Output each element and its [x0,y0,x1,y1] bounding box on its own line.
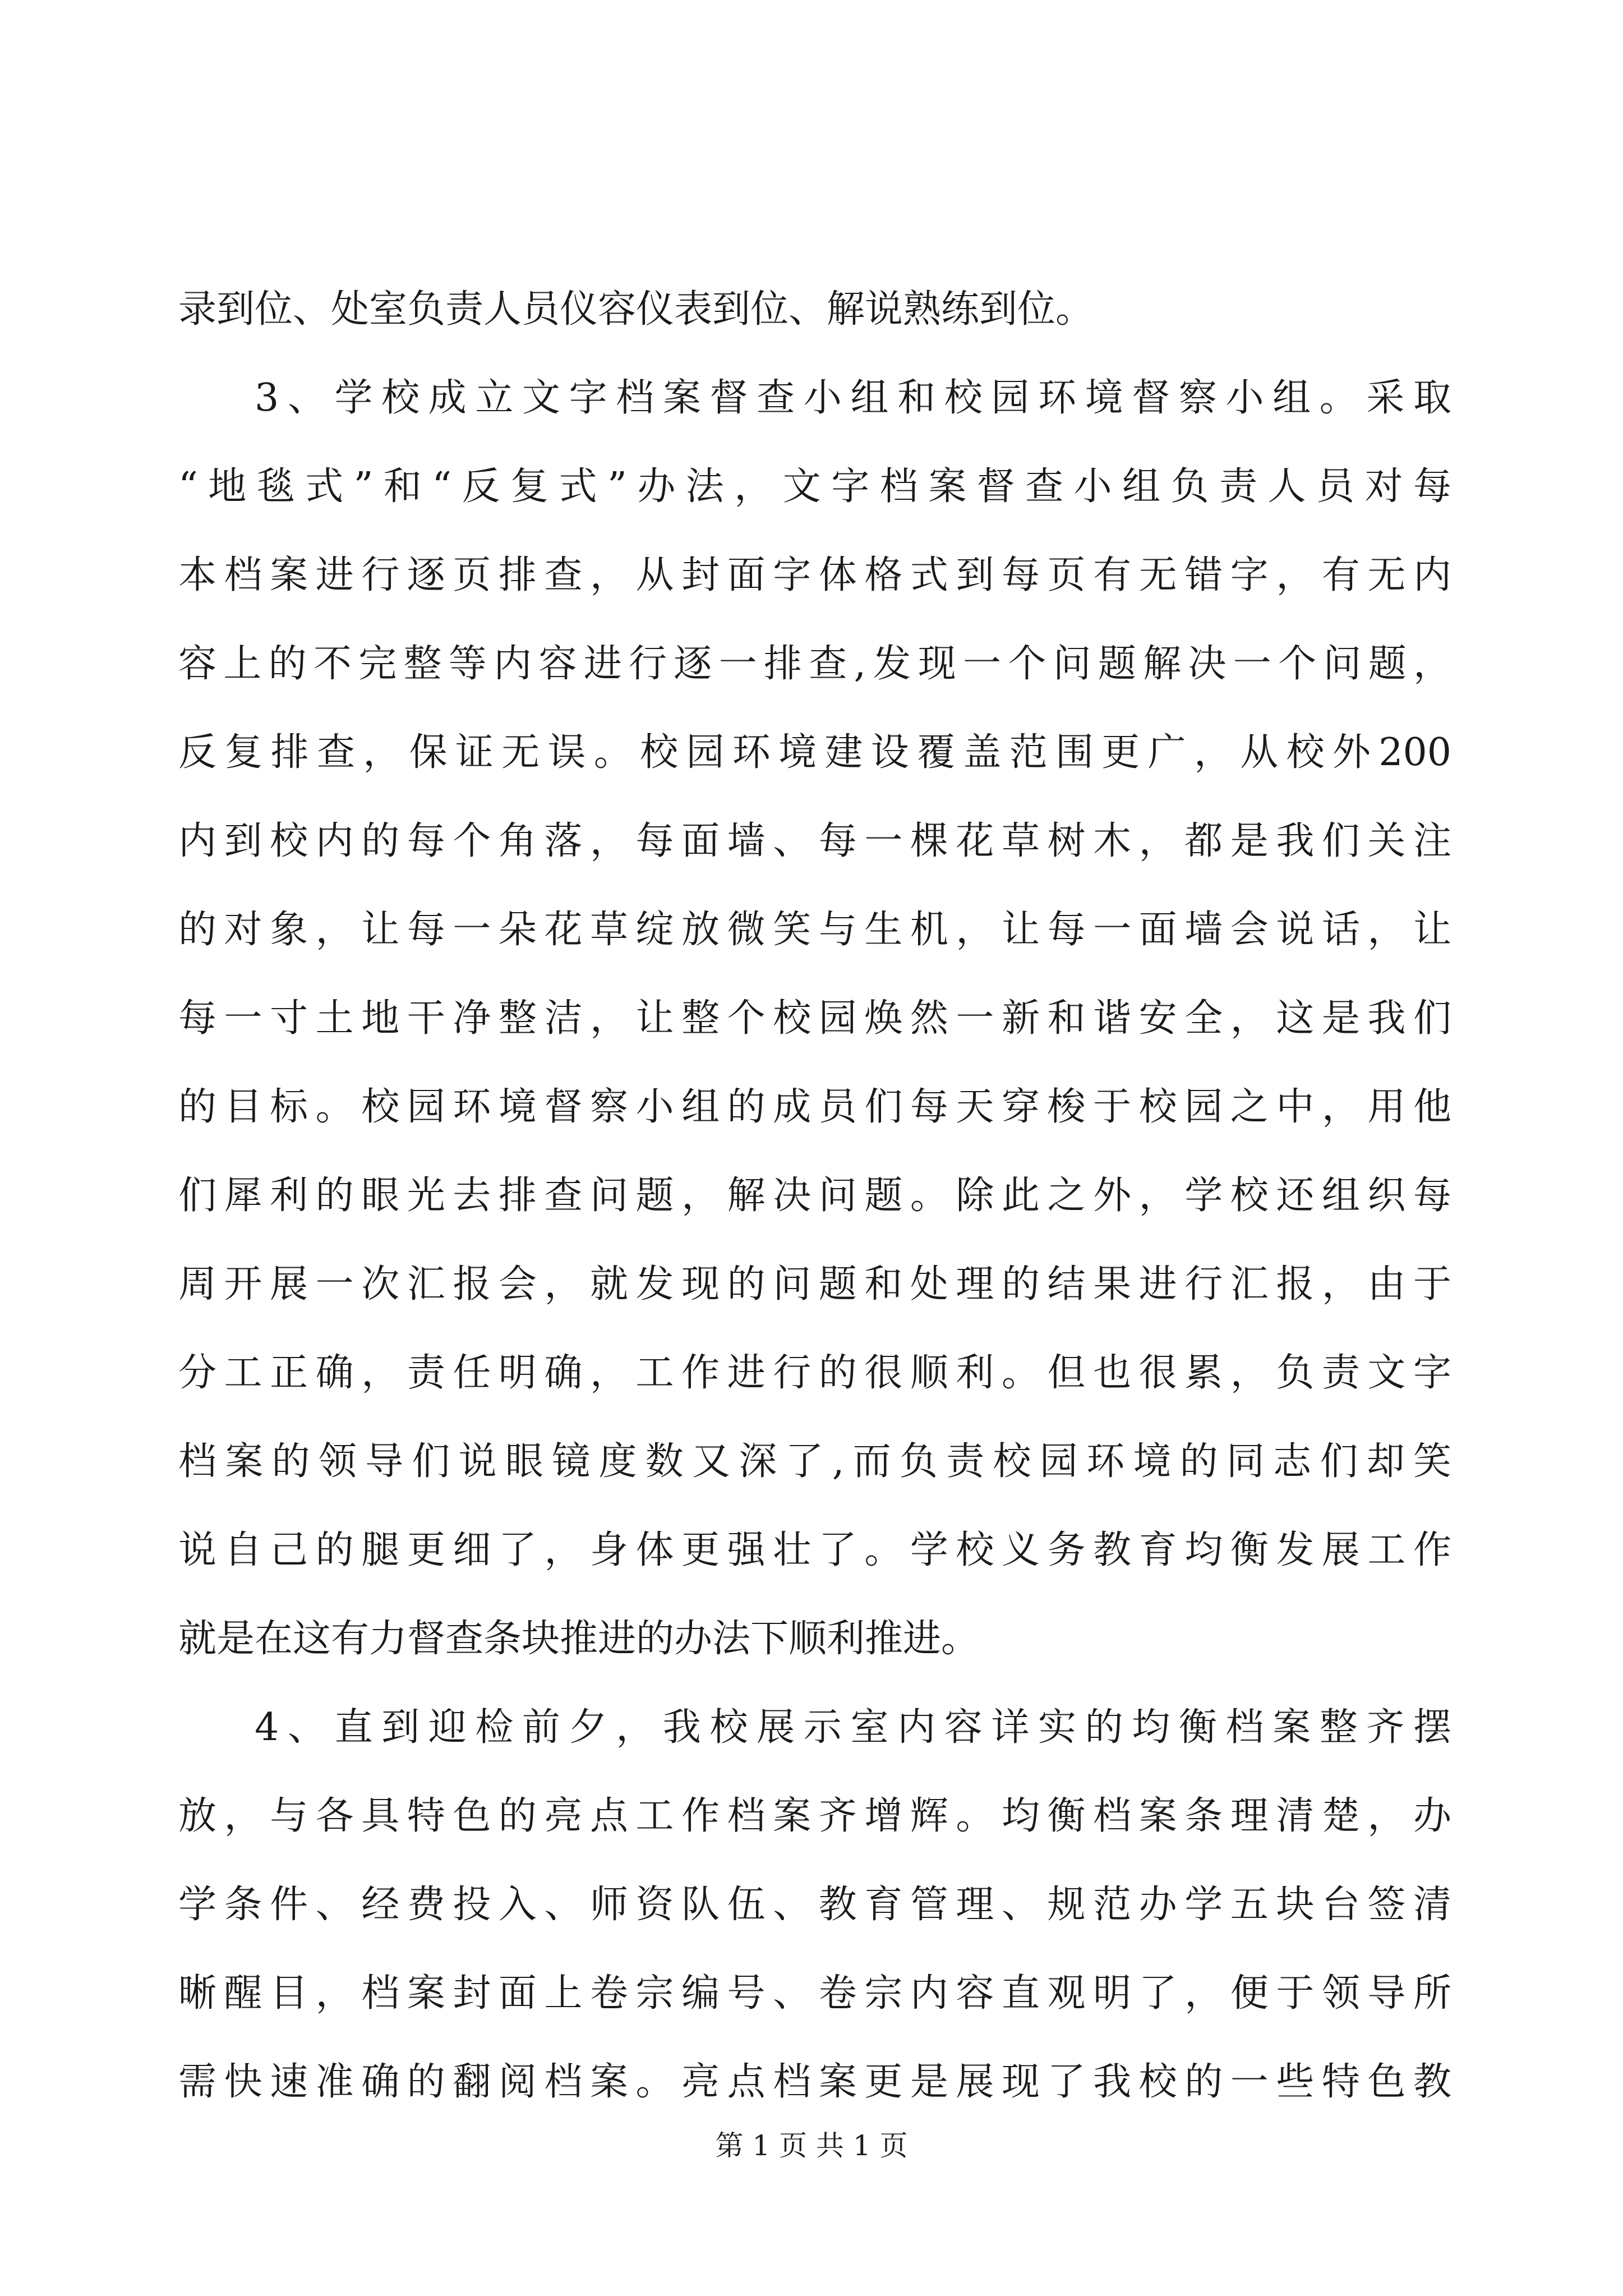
text-line: “地毯式”和“反复式”办法，文字档案督查小组负责人员对每 [178,464,1451,509]
text-line: 分工正确，责任明确，工作进行的很顺利。但也很累，负责文字 [178,1351,1451,1395]
text-line: 的对象，让每一朵花草绽放微笑与生机，让每一面墙会说话，让 [178,908,1451,952]
text-line: 说自己的腿更细了，身体更强壮了。学校义务教育均衡发展工作 [178,1528,1451,1572]
text-line: 容上的不完整等内容进行逐一排查,发现一个问题解决一个问题， [178,642,1451,686]
text-line: 录到位、处室负责人员仪容仪表到位、解说熟练到位。 [178,287,1094,332]
text-line: 周开展一次汇报会，就发现的问题和处理的结果进行汇报，由于 [178,1262,1451,1306]
text-line: 4、直到迎检前夕，我校展示室内容详实的均衡档案整齐摆 [255,1705,1451,1750]
text-line: 反复排查，保证无误。校园环境建设覆盖范围更广，从校外200 [178,730,1451,775]
text-line: 们犀利的眼光去排查问题，解决问题。除此之外，学校还组织每 [178,1174,1451,1218]
page-footer: 第 1 页 共 1 页 [715,2129,908,2162]
text-line: 档案的领导们说眼镜度数又深了,而负责校园环境的同志们却笑 [178,1439,1451,1484]
document-body [178,265,1451,2127]
text-line: 学条件、经费投入、师资队伍、教育管理、规范办学五块台签清 [178,1883,1451,1927]
text-line: 本档案进行逐页排查，从封面字体格式到每页有无错字，有无内 [178,553,1451,597]
text-line: 的目标。校园环境督察小组的成员们每天穿梭于校园之中，用他 [178,1085,1451,1129]
text-line: 需快速准确的翻阅档案。亮点档案更是展现了我校的一些特色教 [178,2060,1451,2104]
text-line: 放，与各具特色的亮点工作档案齐增辉。均衡档案条理清楚，办 [178,1794,1451,1838]
text-line: 每一寸土地干净整洁，让整个校园焕然一新和谐安全，这是我们 [178,996,1451,1041]
text-line: 内到校内的每个角落，每面墙、每一棵花草树木，都是我们关注 [178,819,1451,863]
text-line: 就是在这有力督查条块推进的办法下顺利推进。 [178,1617,980,1661]
text-line: 3、学校成立文字档案督查小组和校园环境督察小组。采取 [255,376,1451,420]
text-line: 晰醒目，档案封面上卷宗编号、卷宗内容直观明了，便于领导所 [178,1971,1451,2016]
